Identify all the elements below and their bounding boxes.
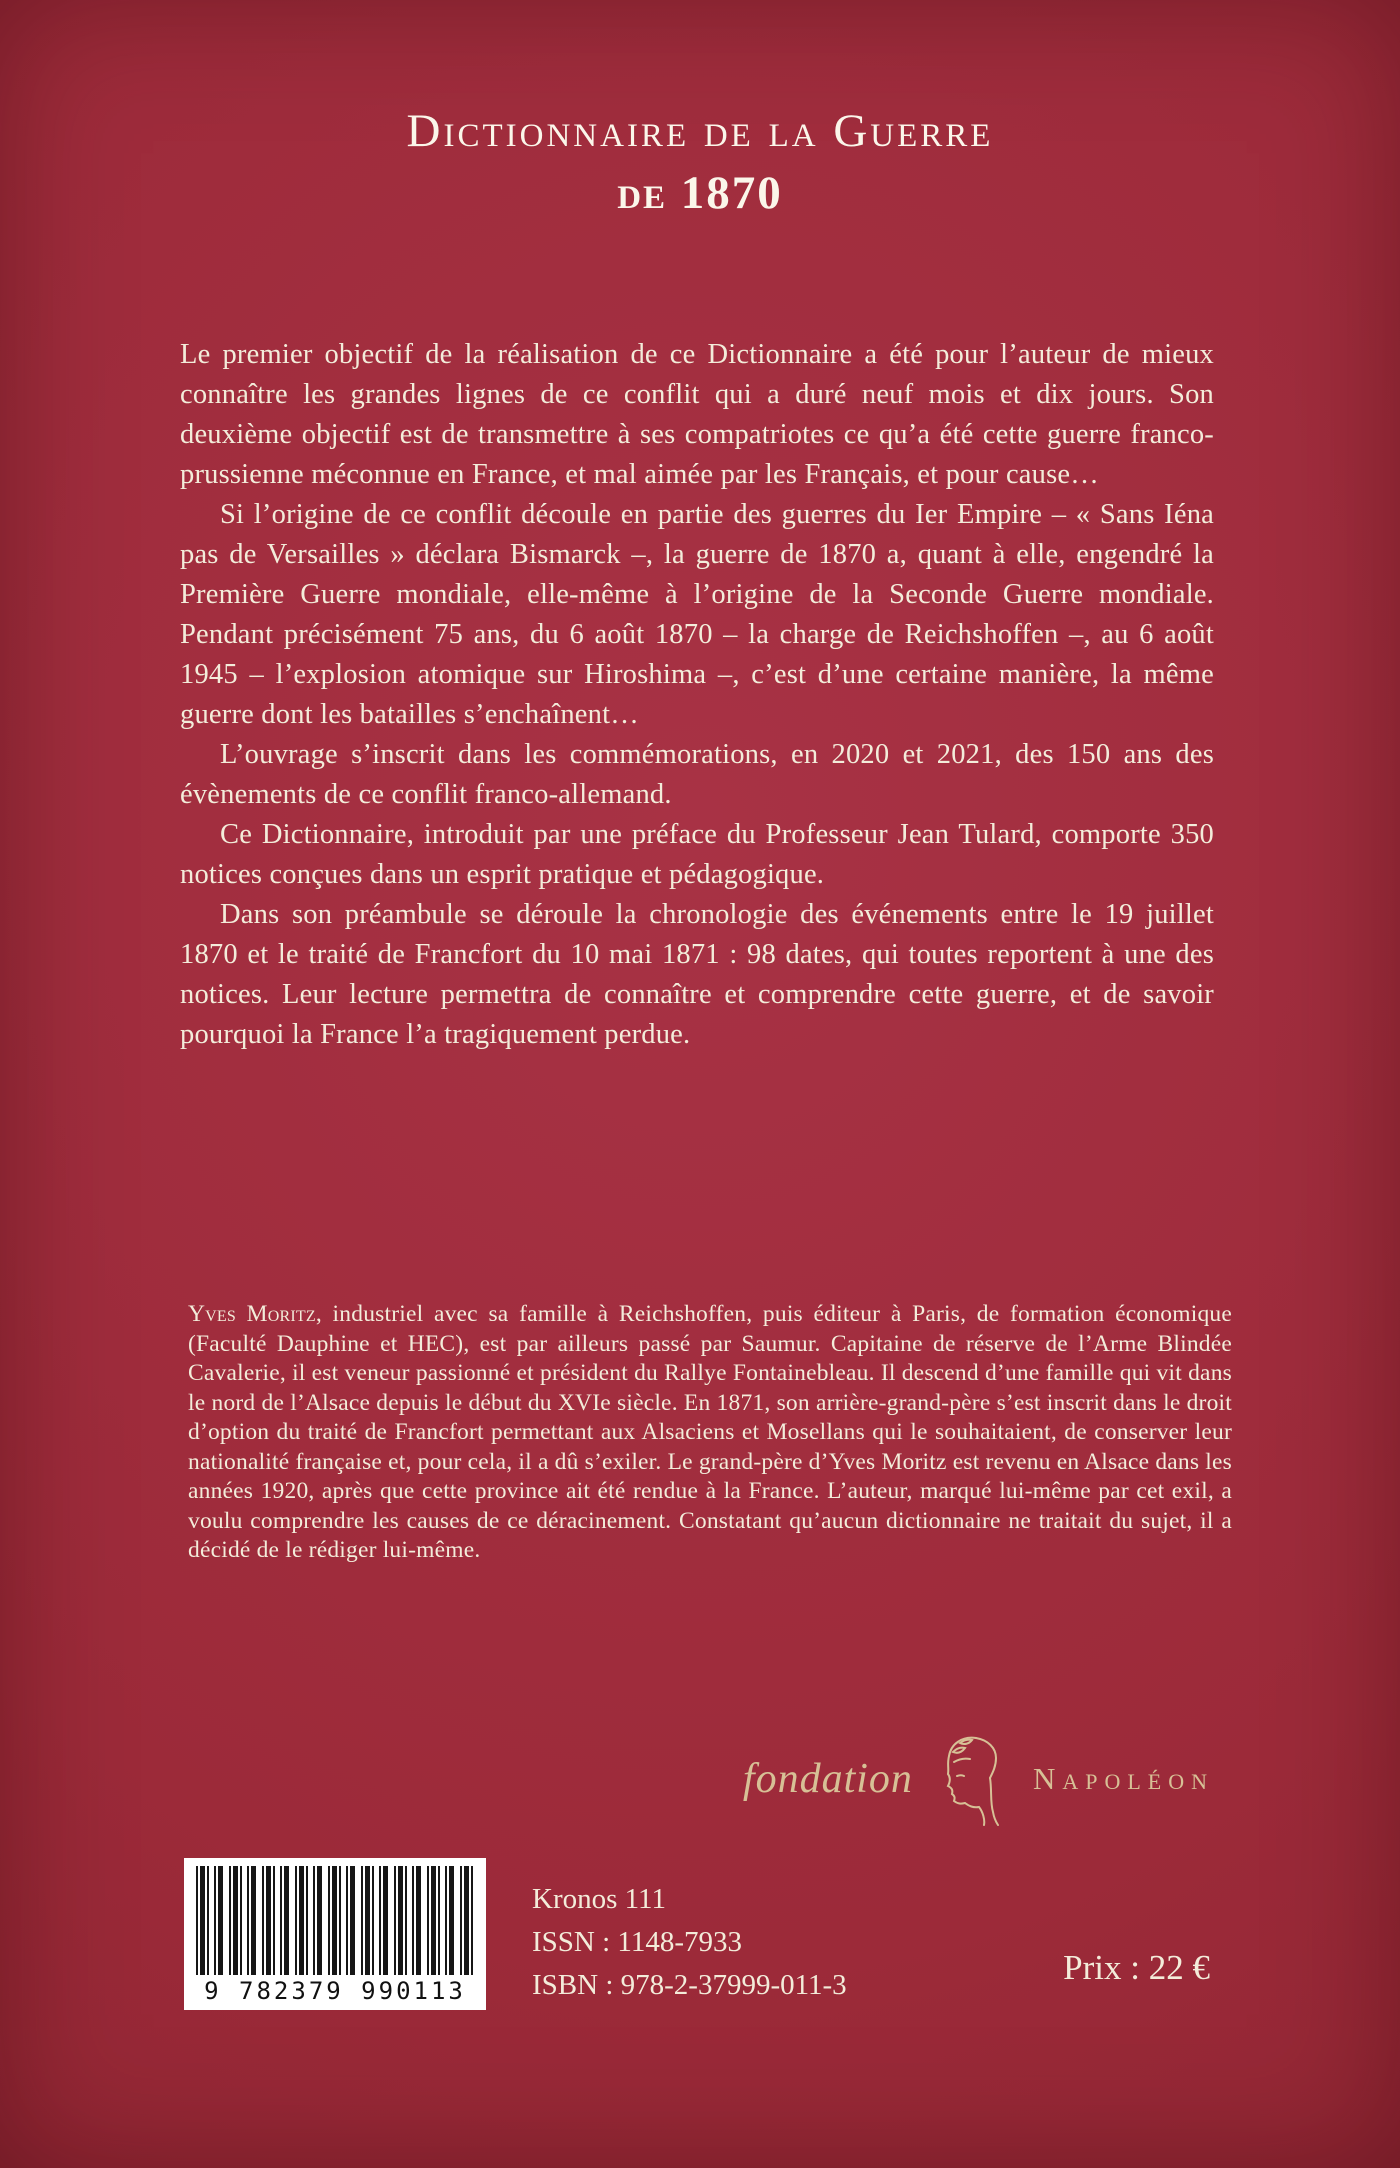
synopsis — [180, 335, 1214, 1055]
book-title-line1: Dictionnaire de la Guerre — [406, 105, 994, 157]
synopsis-paragraph: Ce Dictionnaire, introduit par une préface du Professeur Jean Tulard, comporte 350 notices conçues dans un esprit pratique et pédagogique. — [180, 819, 1214, 890]
collection-label: Kronos 111 — [532, 1883, 666, 1915]
barcode-bars — [196, 1866, 474, 1975]
barcode — [184, 1858, 486, 2010]
page-title — [0, 104, 1400, 220]
publisher-logo — [743, 1732, 1214, 1826]
fondation-wordmark: fondation — [742, 1756, 913, 1802]
author-bio — [188, 1300, 1232, 1566]
napoleon-head-icon — [939, 1732, 1007, 1826]
author-bio-text — [188, 1300, 1232, 1566]
synopsis-paragraph: Si l’origine de ce conflit découle en partie des guerres du Ier Empire – « Sans Iéna pas de Versailles » déclara Bismarck –, la guerre de 1870 a, quant à elle, engendré la Première Guerre mondiale, elle-même à l’origine de la Seconde Guerre mondiale. Pendant précisément 75 ans, du 6 août 1870 – la charge de Reichshoffen –, au 6 août 1945 – l’explosion atomique sur Hiroshima –, c’est d’une certaine manière, la même guerre dont les batailles s’enchaînent… — [180, 499, 1214, 730]
isbn-label: ISBN : 978-2-37999-011-3 — [532, 1969, 847, 2001]
book-title-line2: de 1870 — [617, 167, 783, 220]
napoleon-wordmark: Napoléon — [1032, 1761, 1214, 1796]
author-name: Yves Moritz — [188, 1301, 316, 1327]
synopsis-paragraph: Dans son préambule se déroule la chronologie des événements entre le 19 juillet 1870 et le traité de Francfort du 10 mai 1871 : 98 dates, qui toutes reportent à une des notices. Leur lecture permettra de connaître et comprendre cette guerre, et de savoir pourquoi la France l’a tragiquement perdue. — [180, 899, 1214, 1050]
price-label: Prix : 22 € — [1063, 1948, 1210, 1987]
author-bio-body: , industriel avec sa famille à Reichshoffen, puis éditeur à Paris, de formation économique (Faculté Dauphine et HEC), est par ailleurs passé par Saumur. Capitaine de réserve de l’Arme Blindée Cavalerie, il est veneur passionné et président du Rallye Fontainebleau. Il descend d’une famille qui vit dans le nord de l’Alsace depuis le début du XVIe siècle. En 1871, son arrière-grand-père s’est inscrit dans le droit d’option du traité de Francfort permettant aux Alsaciens et Mosellans qui le souhaitaient, de conserver leur nationalité française et, pour cela, il a dû s’exiler. Le grand-père d’Yves Moritz est revenu en Alsace dans les années 1920, après que cette province ait été rendue à la France. L’auteur, marqué lui-même par cet exil, a voulu comprendre les causes de ce déracinement. Constatant qu’aucun dictionnaire ne traitait du sujet, il a décidé de le rédiger lui-même. — [188, 1301, 1232, 1563]
publisher-info — [532, 1878, 847, 2007]
synopsis-paragraph: L’ouvrage s’inscrit dans les commémorations, en 2020 et 2021, des 150 ans des évènements de ce conflit franco-allemand. — [180, 739, 1214, 810]
barcode-number: 9 782379 990113 — [184, 1975, 486, 2010]
synopsis-paragraph: Le premier objectif de la réalisation de ce Dictionnaire a été pour l’auteur de mieux connaître les grandes lignes de ce conflit qui a duré neuf mois et dix jours. Son deuxième objectif est de transmettre à ses compatriotes ce qu’a été cette guerre franco-prussienne méconnue en France, et mal aimée par les Français, et pour cause… — [180, 339, 1214, 490]
issn-label: ISSN : 1148-7933 — [532, 1926, 742, 1958]
